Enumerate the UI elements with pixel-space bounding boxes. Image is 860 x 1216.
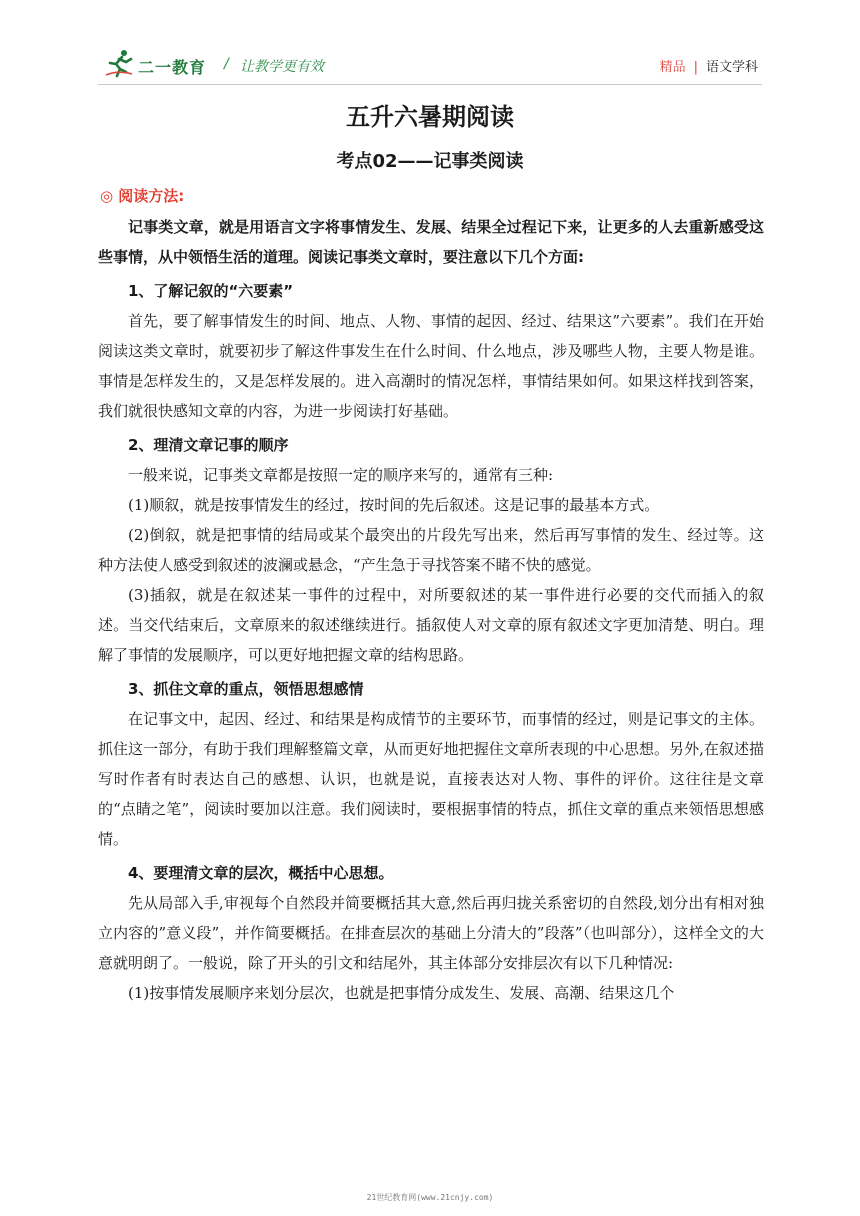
header-right: [660, 56, 758, 75]
section-heading: 2、理清文章记事的顺序: [128, 436, 289, 454]
page-footer: 21世纪教育网(www.21cnjy.com): [366, 1193, 494, 1202]
quality-label: 精品: [659, 60, 686, 75]
paragraph: 先从局部入手,审视每个自然段并简要概括其大意,然后再归拢关系密切的自然段,划分出有相对独立内容的”意义段”，并作简要概括。在排查层次的基础上分清大的”段落”（也叫部分），这样全文的大意就明朗了。一般说，除了开头的引文和结尾外，其主体部分安排层次有以下几种情况:: [98, 894, 764, 972]
section-heading: 3、抓住文章的重点，领悟思想感情: [128, 680, 364, 698]
running-man-icon: [104, 48, 134, 78]
paragraph: 在记事文中，起因、经过、和结果是构成情节的主要环节，而事情的经过，则是记事文的主体。抓住这一部分，有助于我们理解整篇文章，从而更好地把握住文章所表现的中心思想。另外,在叙述描写时作者有时表达自己的感想、认识，也就是说，直接表达对人物、事件的评价。这往往是文章的“点睛之笔”，阅读时要加以注意。我们阅读时，要根据事情的特点，抓住文章的重点来领悟思想感情。: [98, 710, 764, 848]
paragraph: (1)顺叙，就是按事情发生的经过，按时间的先后叙述。这是记事的最基本方式。: [128, 496, 660, 514]
article-body: [98, 212, 764, 1008]
section-heading: 1、了解记叙的“六要素”: [128, 282, 294, 300]
method-label: ◎ 阅读方法:: [100, 187, 185, 205]
paragraph: (3)插叙，就是在叙述某一事件的过程中，对所要叙述的某一事件进行必要的交代而插入的叙述。当交代结束后，文章原来的叙述继续进行。插叙使人对文章的原有叙述文字更加清楚、明白。理解了事情的发展顺序，可以更好地把握文章的结构思路。: [98, 586, 764, 664]
brand-name: 二一教育: [138, 58, 207, 77]
header-separator: |: [693, 60, 698, 75]
header-slash: /: [224, 56, 229, 72]
header-rule: [98, 84, 762, 85]
intro-paragraph: 记事类文章，就是用语言文字将事情发生、发展、结果全过程记下来，让更多的人去重新感受这些事情，从中领悟生活的道理。阅读记事类文章时，要注意以下几个方面:: [98, 218, 764, 266]
page-header: [98, 44, 758, 84]
subject-label: 语文学科: [705, 60, 758, 75]
paragraph: 首先，要了解事情发生的时间、地点、人物、事情的起因、经过、结果这”六要素”。我们在开始阅读这类文章时，就要初步了解这件事发生在什么时间、什么地点，涉及哪些人物，主要人物是谁。事情是怎样发生的，又是怎样发展的。进入高潮时的情况怎样，事情结果如何。如果这样找到答案，我们就很快感知文章的内容，为进一步阅读打好基础。: [98, 312, 764, 420]
page-title: 五升六暑期阅读: [346, 103, 514, 131]
paragraph: (1)按事情发展顺序来划分层次，也就是把事情分成发生、发展、高潮、结果这几个: [128, 984, 675, 1002]
page-subtitle: 考点02——记事类阅读: [336, 151, 524, 172]
section-heading: 4、要理清文章的层次，概括中心思想。: [128, 864, 394, 882]
paragraph: (2)倒叙，就是把事情的结局或某个最突出的片段先写出来，然后再写事情的发生、经过等。这种方法使人感受到叙述的波澜或悬念，“产生急于寻找答案不睹不快的感觉。: [98, 526, 764, 574]
paragraph: 一般来说，记事类文章都是按照一定的顺序来写的，通常有三种:: [128, 466, 554, 484]
slogan: 让教学更有效: [240, 59, 324, 75]
